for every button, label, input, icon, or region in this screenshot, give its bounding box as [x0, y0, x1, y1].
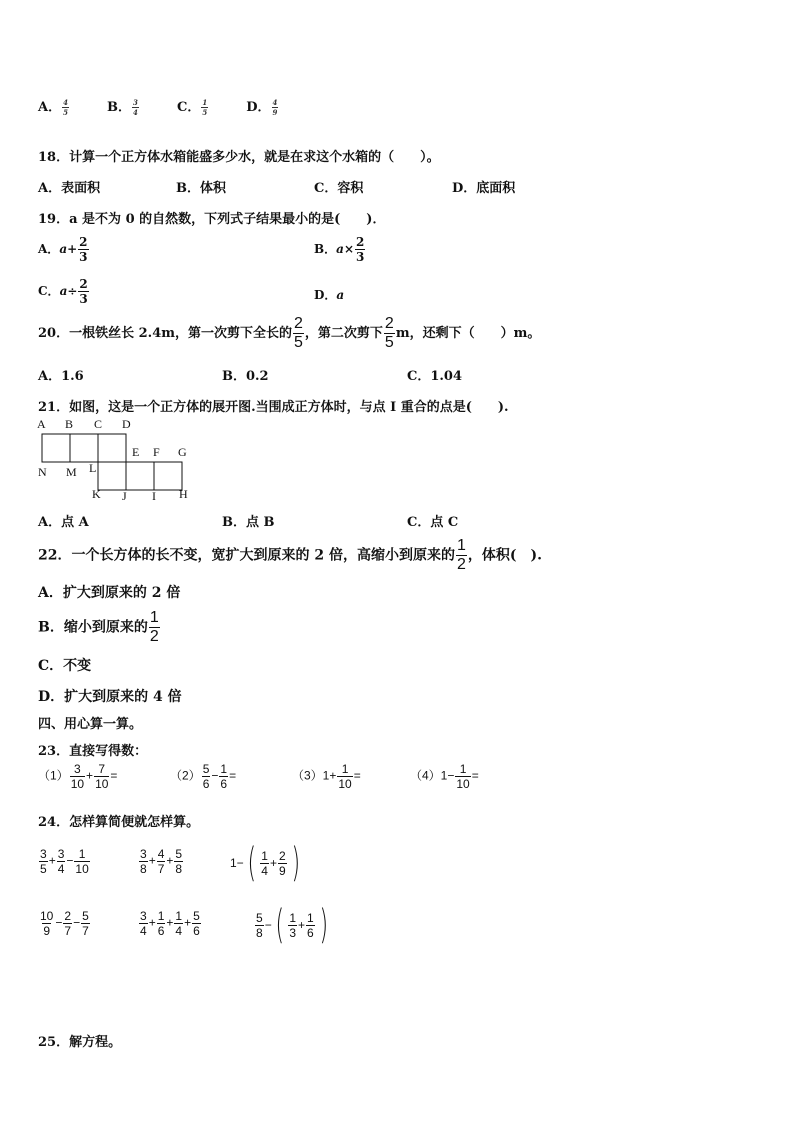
left-paren: (	[247, 840, 256, 886]
q19-option-b[interactable]: B．a× $\frac{2}{3}$	[314, 235, 365, 264]
net-label-i: I	[152, 489, 156, 503]
q17-option-a[interactable]: A． $\frac{4}{5}$	[38, 98, 68, 117]
q22-stem: 22．一个长方体的长不变，宽扩大到原来的 2 倍，高缩小到原来的 $\frac{1}{2}$ ，体积( ).	[38, 537, 543, 573]
q17-option-d[interactable]: D． $\frac{4}{9}$	[246, 98, 278, 117]
net-label-d: D	[122, 417, 131, 431]
q21-option-c[interactable]: C．点 C	[407, 515, 459, 530]
q17-option-b[interactable]: B． $\frac{3}{4}$	[107, 98, 138, 117]
net-label-g: G	[178, 445, 187, 459]
q19-option-c[interactable]: C．a÷ $\frac{2}{3}$	[38, 277, 88, 306]
q17-options	[38, 96, 279, 116]
q23-item-2: （2） $\frac{5}{6}$ − $\frac{1}{6}$ =	[170, 762, 237, 791]
q22-option-c[interactable]: C．不变	[38, 658, 92, 674]
right-paren: )	[319, 902, 328, 948]
net-label-k: K	[92, 487, 101, 501]
net-label-j: J	[122, 489, 127, 503]
left-paren: (	[275, 902, 284, 948]
q24-expr-2: $\frac{3}{8}$ + $\frac{4}{7}$ + $\frac{5}{8}$	[140, 847, 183, 876]
q20-stem: 20．一根铁丝长 2.4m，第一次剪下全长的 $\frac{2}{5}$ ，第二次剪下 $\frac{2}{5}$ m，还剩下（ ）m。	[38, 315, 541, 351]
q23-stem: 23．直接写得数：	[38, 744, 148, 759]
net-label-l: L	[89, 461, 97, 475]
q24-expr-6: $\frac{5}{8}$ −( $\frac{1}{3}$ + $\frac{1}{6}$ )	[256, 902, 328, 948]
q18-option-a[interactable]: A．表面积	[38, 181, 101, 196]
q24-expr-3: 1−( $\frac{1}{4}$ + $\frac{2}{9}$ )	[230, 840, 300, 886]
q18-option-d[interactable]: D．底面积	[452, 181, 516, 196]
net-label-e: E	[132, 445, 140, 459]
q24-expr-1: $\frac{3}{5}$ + $\frac{3}{4}$ − $\frac{1}{10}$	[40, 847, 89, 876]
net-label-m: M	[66, 465, 77, 479]
q19-stem: 19．a 是不为 0 的自然数，下列式子结果最小的是( )．	[38, 212, 386, 227]
q24-stem: 24．怎样算简便就怎样算。	[38, 815, 200, 830]
q19-option-d[interactable]: D．a	[314, 288, 345, 302]
q24-expr-4: $\frac{10}{9}$ − $\frac{2}{7}$ − $\frac{5}{7}$	[40, 909, 89, 938]
net-label-h: H	[179, 487, 188, 501]
q21-option-a[interactable]: A．点 A	[38, 515, 89, 530]
q21-option-b[interactable]: B．点 B	[222, 515, 275, 530]
q24-expr-5: $\frac{3}{4}$ + $\frac{1}{6}$ + $\frac{1}{4}$ + $\frac{5}{6}$	[140, 909, 200, 938]
net-label-f: F	[153, 445, 160, 459]
net-label-c: C	[94, 417, 103, 431]
q18-option-c[interactable]: C．容积	[314, 181, 364, 196]
q21-stem: 21．如图，这是一个正方体的展开图.当围成正方体时，与点 I 重合的点是( ).	[38, 400, 509, 415]
q22-option-b[interactable]: B．缩小到原来的 $\frac{1}{2}$	[38, 609, 159, 645]
q19-option-a[interactable]: A．a+ $\frac{2}{3}$	[38, 235, 88, 264]
section-heading: 四、用心算一算。	[38, 717, 143, 732]
q23-item-1: （1） $\frac{3}{10}$ + $\frac{7}{10}$ =	[38, 762, 118, 791]
net-label-a: A	[37, 417, 46, 431]
q18-option-b[interactable]: B．体积	[176, 181, 226, 196]
net-label-b: B	[65, 417, 74, 431]
q20-option-a[interactable]: A．1.6	[38, 369, 84, 384]
q23-item-4: （4）1− $\frac{1}{10}$ =	[410, 762, 479, 791]
q17-option-c[interactable]: C． $\frac{1}{5}$	[176, 98, 208, 117]
cube-net-diagram	[34, 416, 204, 504]
right-paren: )	[291, 840, 300, 886]
q23-item-3: （3）1+ $\frac{1}{10}$ =	[292, 762, 361, 791]
q22-option-d[interactable]: D．扩大到原来的 4 倍	[38, 689, 182, 705]
q20-option-b[interactable]: B．0.2	[222, 369, 269, 384]
q25-stem: 25．解方程。	[38, 1035, 122, 1050]
net-label-n: N	[38, 465, 47, 479]
q22-option-a[interactable]: A．扩大到原来的 2 倍	[38, 585, 181, 601]
q18-stem: 18．计算一个正方体水箱能盛多少水，就是在求这个水箱的（ ）。	[38, 150, 440, 165]
q20-option-c[interactable]: C．1.04	[407, 369, 463, 384]
